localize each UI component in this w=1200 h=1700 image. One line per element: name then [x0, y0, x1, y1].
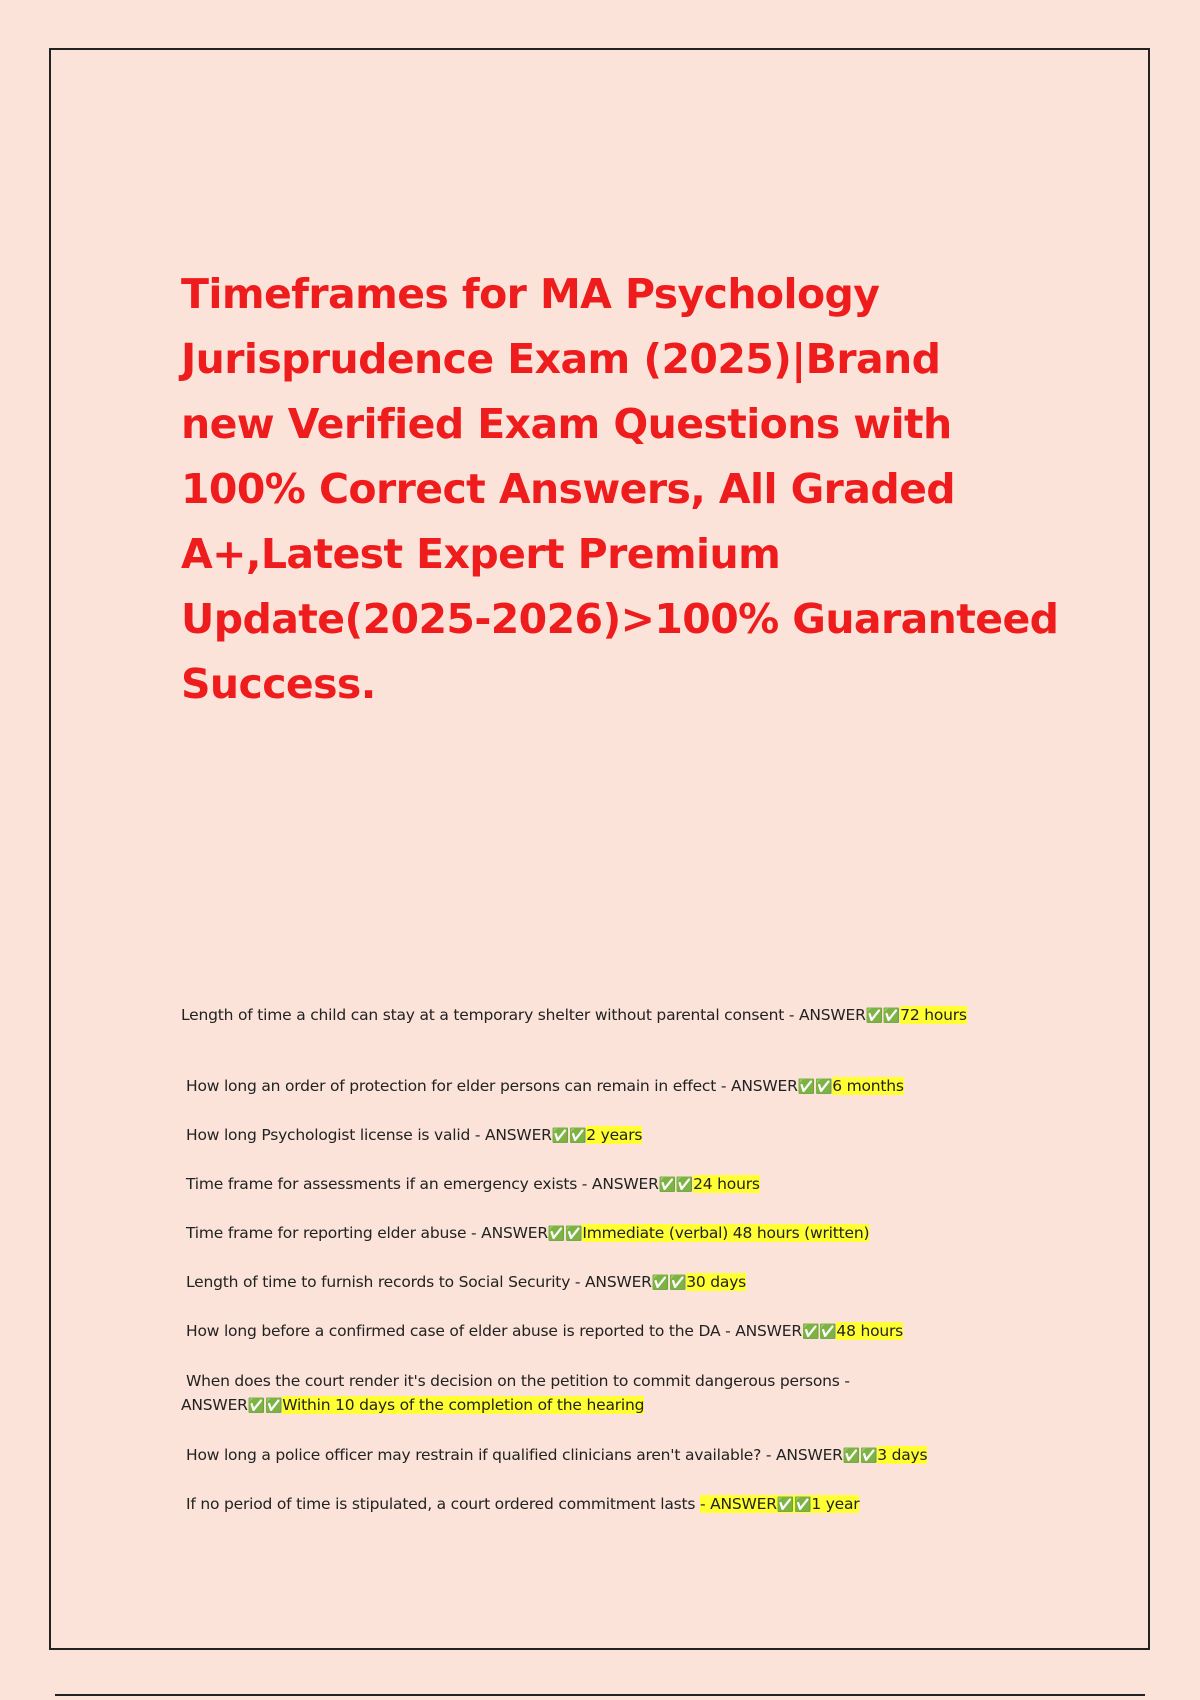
qa-item — [181, 1003, 1001, 1028]
question-text: If no period of time is stipulated, a court ordered commitment lasts — [186, 1495, 700, 1513]
qa-item — [181, 1270, 1001, 1295]
title-line: Success. — [181, 660, 376, 708]
question-text: Length of time to furnish records to Social Security - — [186, 1273, 586, 1291]
answer-text: 1 year — [811, 1495, 860, 1513]
answer-marker: ANSWER — [591, 1175, 659, 1193]
answer-text: 30 days — [686, 1273, 747, 1291]
title-line: new Verified Exam Questions with — [181, 400, 952, 448]
check-icon: ✅✅ — [247, 1398, 283, 1414]
answer-text: Immediate (verbal) 48 hours (written) — [582, 1224, 870, 1242]
qa-item — [181, 1443, 1001, 1468]
qa-item — [181, 1221, 1001, 1246]
document-title — [181, 262, 1061, 717]
answer-text: 3 days — [877, 1446, 928, 1464]
bottom-divider — [55, 1694, 1145, 1696]
question-text: How long a police officer may restrain if qualified clinicians aren't available? - — [186, 1446, 777, 1464]
question-text: How long an order of protection for elder persons can remain in effect - — [186, 1077, 731, 1095]
question-text: Time frame for assessments if an emergency exists - — [186, 1175, 592, 1193]
answer-marker: ANSWER — [730, 1077, 798, 1095]
answer-text: 48 hours — [836, 1322, 904, 1340]
check-icon: ✅✅ — [551, 1128, 587, 1144]
check-icon: ✅✅ — [658, 1177, 694, 1193]
check-icon: ✅✅ — [797, 1079, 833, 1095]
answer-marker: ANSWER — [481, 1224, 548, 1242]
title-line: Timeframes for MA Psychology — [181, 270, 880, 318]
answer-marker: ANSWER — [776, 1446, 843, 1464]
question-text: Length of time a child can stay at a temporary shelter without parental consent - — [181, 1006, 799, 1024]
answer-text: 2 years — [586, 1126, 643, 1144]
answer-marker: ANSWER — [181, 1396, 248, 1414]
answer-marker: ANSWER — [798, 1006, 866, 1024]
answer-text: 72 hours — [900, 1006, 967, 1024]
check-icon: ✅✅ — [776, 1497, 812, 1513]
check-icon: ✅✅ — [651, 1275, 687, 1291]
question-text: When does the court render it's decision on the petition to commit dangerous persons - — [186, 1372, 850, 1390]
qa-item — [181, 1319, 1001, 1344]
check-icon: ✅✅ — [801, 1324, 837, 1340]
question-text: Time frame for reporting elder abuse - — [186, 1224, 482, 1242]
question-text: How long Psychologist license is valid - — [186, 1126, 485, 1144]
question-text: How long before a confirmed case of elder abuse is reported to the DA - — [186, 1322, 736, 1340]
answer-text: Within 10 days of the completion of the hearing — [282, 1396, 645, 1414]
answer-text: 24 hours — [693, 1175, 760, 1193]
check-icon: ✅✅ — [865, 1008, 901, 1024]
answer-marker: ANSWER — [485, 1126, 552, 1144]
qa-item — [181, 1172, 1001, 1197]
check-icon: ✅✅ — [547, 1226, 583, 1242]
qa-item — [181, 1492, 1001, 1517]
title-line: Jurisprudence Exam (2025)|Brand — [181, 335, 941, 383]
answer-text: 6 months — [832, 1077, 904, 1095]
answer-marker: ANSWER — [735, 1322, 802, 1340]
qa-item — [181, 1369, 1001, 1418]
title-line: A+,Latest Expert Premium — [181, 530, 781, 578]
answer-marker: - ANSWER — [699, 1495, 777, 1513]
qa-item — [181, 1123, 1001, 1148]
qa-item — [181, 1074, 1001, 1099]
title-line: 100% Correct Answers, All Graded — [181, 465, 956, 513]
title-line: Update(2025-2026)>100% Guaranteed — [181, 595, 1059, 643]
answer-marker: ANSWER — [585, 1273, 652, 1291]
check-icon: ✅✅ — [842, 1448, 878, 1464]
